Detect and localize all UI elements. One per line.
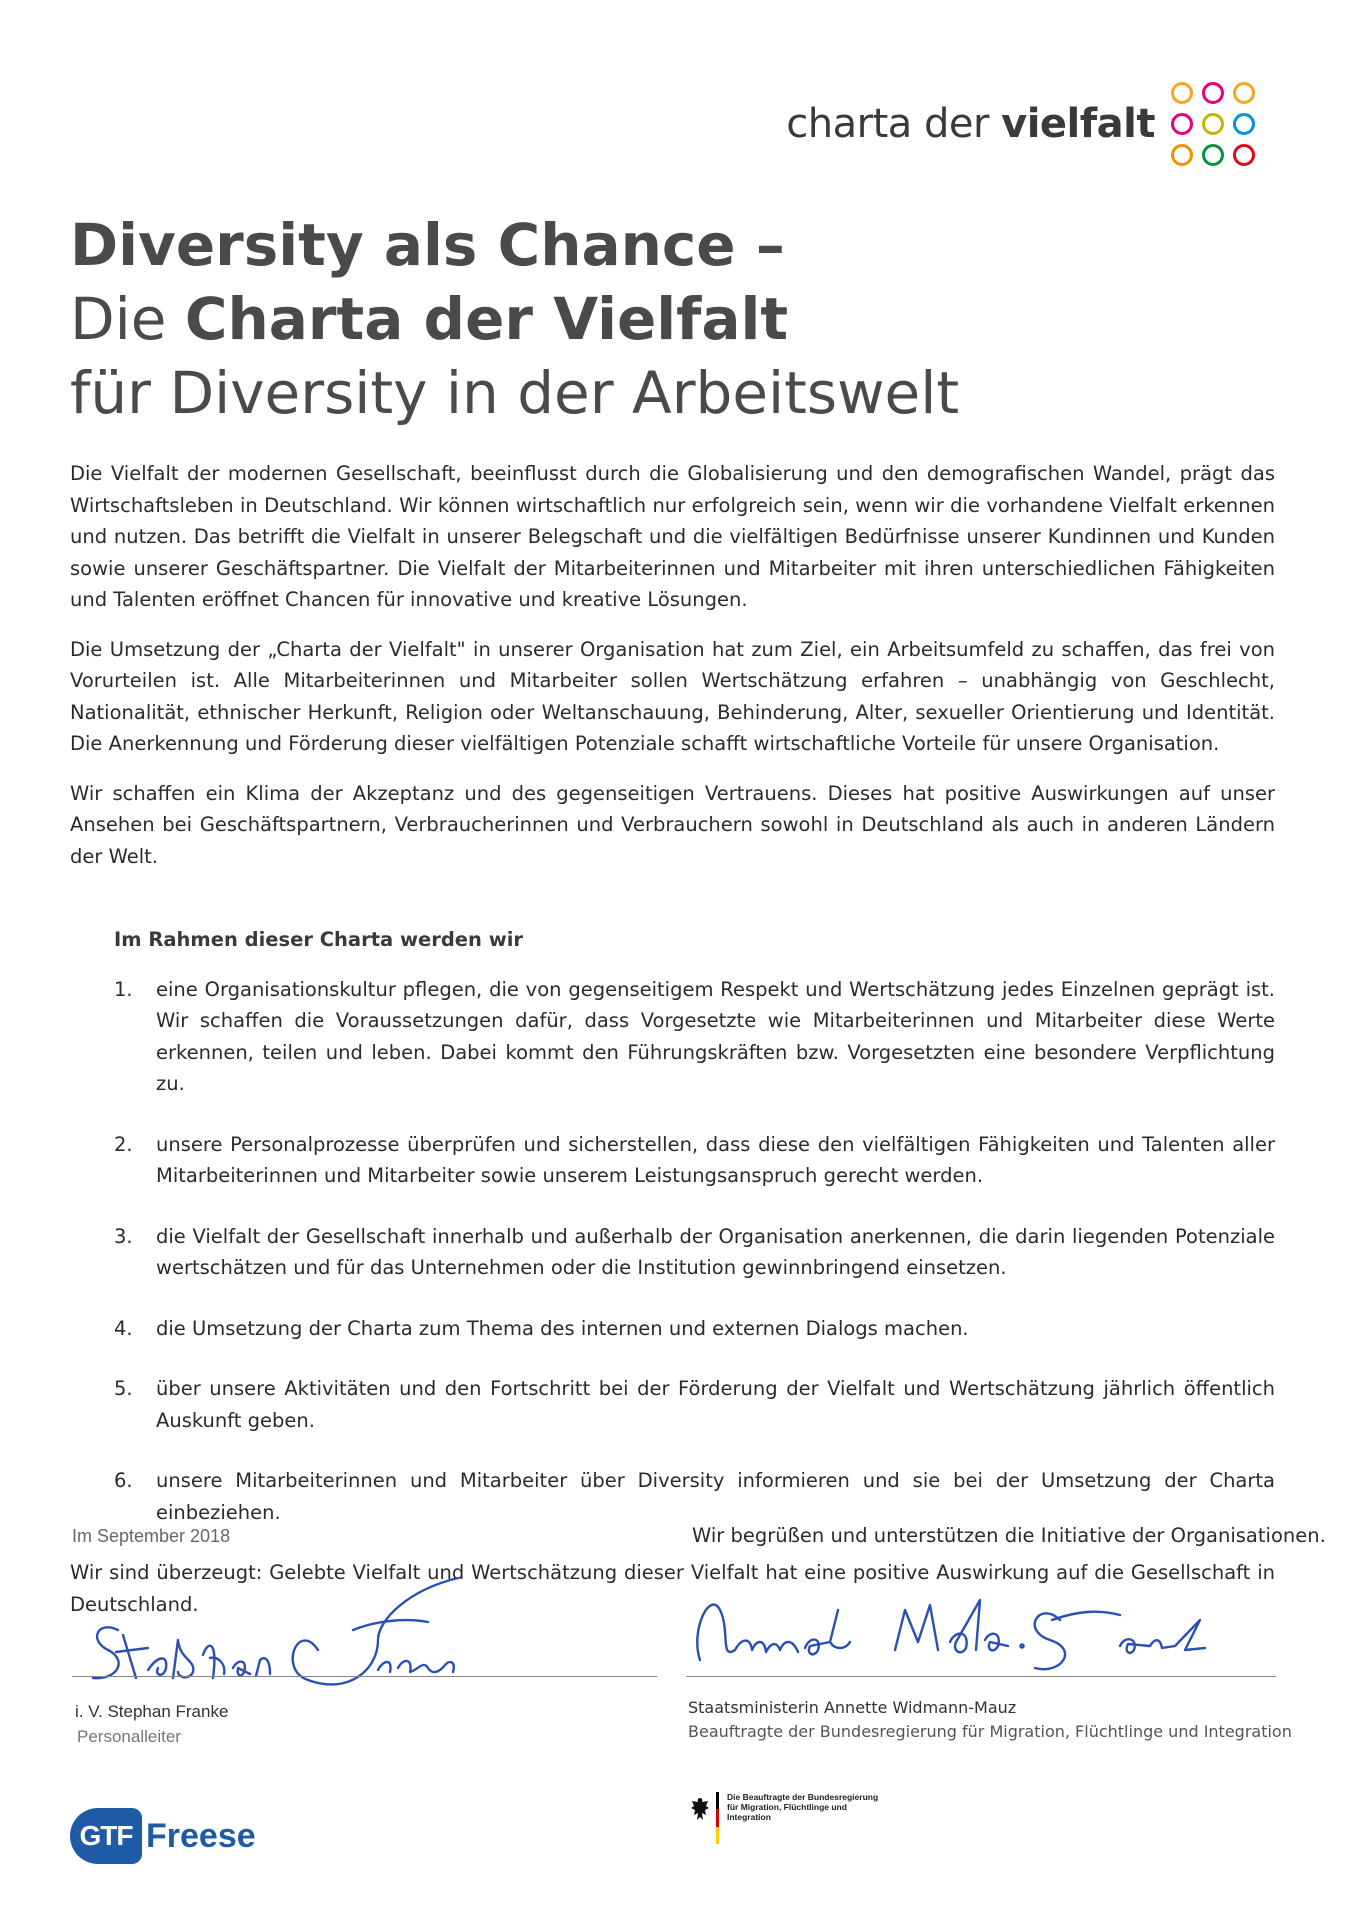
logo-text: charta der vielfalt: [786, 101, 1155, 147]
left-signer-name: i. V. Stephan Franke: [75, 1702, 229, 1721]
logo-dot: [1202, 82, 1224, 104]
list-item: 5. über unsere Aktivitäten und den Fortschritt bei der Förderung der Vielfalt und Wertschätzung jährlich öffentlich Auskunft geben.: [114, 1377, 1275, 1432]
charta-logo: [786, 82, 1255, 166]
list-item: 2. unsere Personalprozesse überprüfen und sicherstellen, dass diese den vielfältigen Fähigkeiten und Talenten aller Mitarbeiterinnen und Mitarbeiter sowie unserem Leistungsanspruch gerecht werden.: [114, 1132, 1275, 1187]
paragraph: Die Vielfalt der modernen Gesellschaft, beeinflusst durch die Globalisierung und den demografischen Wandel, prägt das Wirtschaftsleben in Deutschland. Wir können wirtschaftlich nur erfolgreich sein, wenn wir die vorhandene Vielfalt erkennen und nutzen. Das betrifft die Vielfalt in unserer Belegschaft und die vielfältigen Bedürfnisse unserer Kundinnen und Kunden sowie unserer Geschäftspartner. Die Vielfalt der Mitarbeiterinnen und Mitarbeiter mit ihren unterschiedlichen Fähigkeiten und Talenten eröffnet Chancen für innovative und kreative Lösungen.: [70, 462, 1275, 611]
list-item: 1. eine Organisationskultur pflegen, die von gegenseitigem Respekt und Wertschätzung jedes Einzelnen geprägt ist. Wir schaffen die Voraussetzungen dafür, dass Vorgesetzte wie Mitarbeiterinnen und Mitarbeiter diese Werte erkennen, teilen und leben. Dabei kommt den Führungskräften bzw. Vorgesetzten eine besondere Verpflichtung zu.: [114, 977, 1275, 1095]
title-line-1: Diversity als Chance –: [70, 211, 785, 279]
right-signature: [680, 1580, 1240, 1680]
logo-dot: [1171, 82, 1193, 104]
federal-emblem-text: Die Beauftragte der Bundesregierung für Migration, Flüchtlinge und Integration: [727, 1792, 879, 1822]
title-line-3: für Diversity in der Arbeitswelt: [70, 359, 960, 427]
right-signer-name: Staatsministerin Annette Widmann-Mauz: [688, 1698, 1017, 1717]
paragraph: Die Umsetzung der „Charta der Vielfalt" in unserer Organisation hat zum Ziel, ein Arbeitsumfeld zu schaffen, das frei von Vorurteilen ist. Alle Mitarbeiterinnen und Mitarbeiter sollen Wertschätzung erfahren – unabhängig von Geschlecht, Nationalität, ethnischer Herkunft, Religion oder Weltanschauung, Behinderung, Alter, sexueller Orientierung und Identität. Die Anerkennung und Förderung dieser vielfältigen Potenziale schafft wirtschaftliche Vorteile für unsere Organisation.: [70, 637, 1275, 755]
commitment-list: [70, 974, 1275, 1529]
logo-dots-icon: [1171, 82, 1255, 166]
document-body: [70, 458, 1275, 1638]
flag-stripe: [716, 1827, 719, 1844]
closing-statement: Wir sind überzeugt: Gelebte Vielfalt und Wertschätzung dieser Vielfalt hat eine positive Auswirkung auf die Gesellschaft in Deutschland.: [70, 1561, 1275, 1616]
logo-dot: [1202, 113, 1224, 135]
logo-dot: [1233, 144, 1255, 166]
list-intro: Im Rahmen dieser Charta werden wir: [114, 928, 524, 951]
flag-stripe: [716, 1809, 719, 1826]
flag-stripe: [716, 1792, 719, 1809]
logo-dot: [1202, 144, 1224, 166]
right-signature-line: [686, 1676, 1276, 1677]
left-signer-role: Personalleiter: [77, 1727, 181, 1746]
list-item: 4. die Umsetzung der Charta zum Thema des internen und externen Dialogs machen.: [114, 1316, 969, 1340]
logo-dot: [1171, 113, 1193, 135]
company-name: Freese: [146, 1816, 256, 1855]
federal-emblem: [690, 1792, 927, 1844]
paragraph: Wir schaffen ein Klima der Akzeptanz und des gegenseitigen Vertrauens. Dieses hat positive Auswirkungen auf unser Ansehen bei Geschäftspartnern, Verbraucherinnen und Verbrauchern sowohl in Deutschland als auch in anderen Ländern der Welt.: [70, 781, 1275, 868]
left-signature: [78, 1560, 498, 1710]
logo-dot: [1233, 113, 1255, 135]
logo-dot: [1233, 82, 1255, 104]
right-signer-role: Beauftragte der Bundesregierung für Migration, Flüchtlinge und Integration: [688, 1722, 1292, 1741]
logo-dot: [1171, 144, 1193, 166]
document-title: [70, 208, 1270, 430]
left-signature-line: [72, 1676, 657, 1677]
company-badge: GTF: [70, 1808, 142, 1864]
signature-date: Im September 2018: [72, 1526, 231, 1546]
welcome-statement: Wir begrüßen und unterstützen die Initiative der Organisationen.: [692, 1524, 1326, 1547]
list-item: 3. die Vielfalt der Gesellschaft innerhalb und außerhalb der Organisation anerkennen, die darin liegenden Potenziale wertschätzen und für das Unternehmen oder die Institution gewinnbringend einsetzen.: [114, 1224, 1275, 1279]
eagle-icon: [690, 1796, 710, 1822]
german-flag-icon: [716, 1792, 719, 1844]
company-logo: [70, 1808, 256, 1864]
list-item: 6. unsere Mitarbeiterinnen und Mitarbeiter über Diversity informieren und sie bei der Umsetzung der Charta einbeziehen.: [114, 1469, 1275, 1524]
title-line-2: Die Charta der Vielfalt: [70, 285, 789, 353]
